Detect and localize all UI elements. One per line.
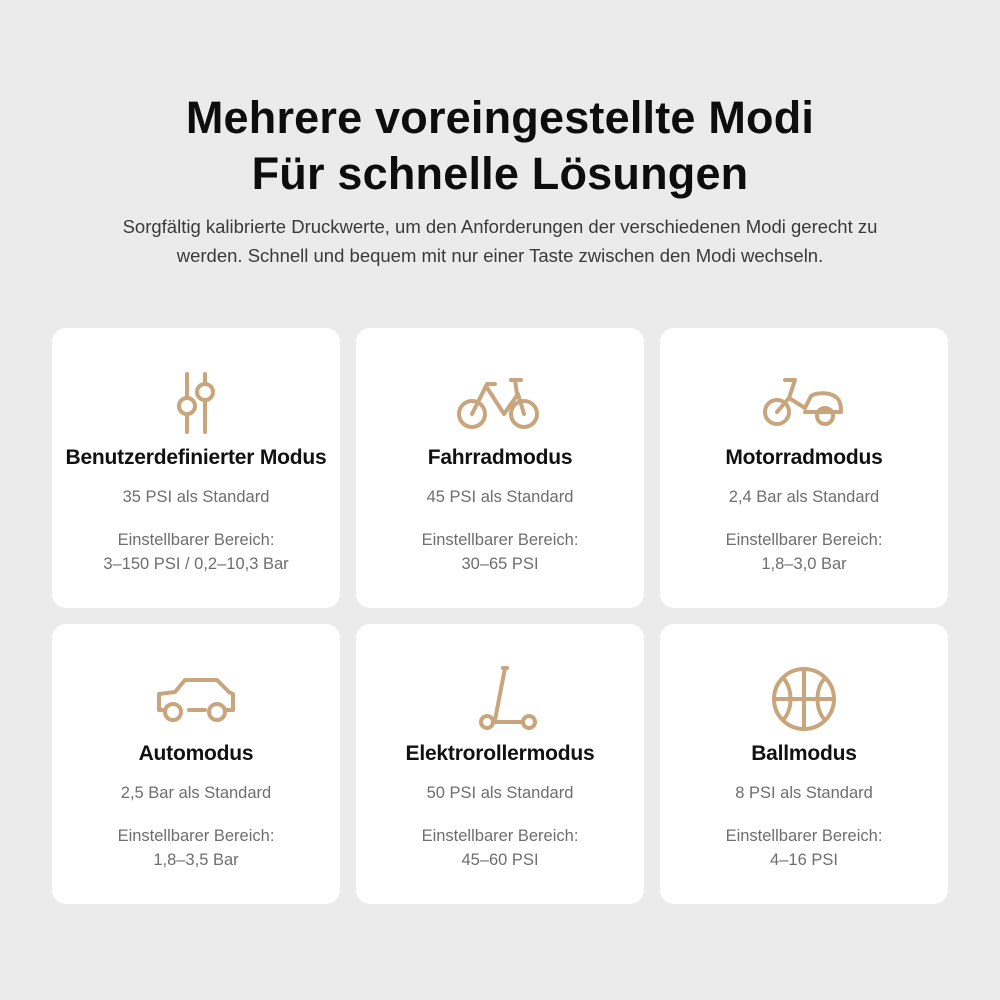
mode-range: 1,8–3,0 Bar <box>761 555 847 573</box>
modes-grid <box>52 328 948 904</box>
mode-range: 1,8–3,5 Bar <box>153 851 239 869</box>
mode-title: Motorradmodus <box>725 446 883 469</box>
scooter-icon <box>356 664 644 734</box>
mode-default: 2,4 Bar als Standard <box>728 488 880 506</box>
mode-card-car <box>52 624 340 904</box>
title-line-2: Für schnelle Lösungen <box>251 148 749 199</box>
mode-range-label: Einstellbarer Bereich: <box>117 531 275 549</box>
mode-range-label: Einstellbarer Bereich: <box>725 827 883 845</box>
mode-title: Automodus <box>138 742 254 765</box>
basketball-icon <box>660 664 948 734</box>
mode-title: Fahrradmodus <box>427 446 573 469</box>
mode-default: 35 PSI als Standard <box>122 488 270 506</box>
mode-title: Benutzerdefinierter Modus <box>65 446 327 469</box>
sliders-icon <box>52 368 340 438</box>
mode-card-ball <box>660 624 948 904</box>
car-icon <box>52 664 340 734</box>
mode-range-label: Einstellbarer Bereich: <box>117 827 275 845</box>
mode-default: 2,5 Bar als Standard <box>120 784 272 802</box>
mode-default: 8 PSI als Standard <box>735 784 873 802</box>
mode-card-motorcycle <box>660 328 948 608</box>
mode-card-bicycle <box>356 328 644 608</box>
mode-card-scooter <box>356 624 644 904</box>
subtitle-line-2: werden. Schnell und bequem mit nur einer Taste zwischen den Modi wechseln. <box>176 245 824 266</box>
mode-title: Ballmodus <box>751 742 857 765</box>
mode-default: 50 PSI als Standard <box>426 784 574 802</box>
mode-range-label: Einstellbarer Bereich: <box>421 531 579 549</box>
page-title <box>0 90 1000 202</box>
page-subtitle <box>60 212 940 270</box>
mode-range: 3–150 PSI / 0,2–10,3 Bar <box>103 555 289 573</box>
mode-range: 4–16 PSI <box>770 851 838 869</box>
subtitle-line-1: Sorgfältig kalibrierte Druckwerte, um den Anforderungen der verschiedenen Modi gerecht zu <box>122 216 878 237</box>
motorcycle-icon <box>660 368 948 438</box>
mode-range: 45–60 PSI <box>461 851 539 869</box>
title-line-1: Mehrere voreingestellte Modi <box>185 92 815 143</box>
mode-range: 30–65 PSI <box>461 555 539 573</box>
mode-title: Elektrorollermodus <box>405 742 595 765</box>
bicycle-icon <box>356 368 644 438</box>
mode-card-custom <box>52 328 340 608</box>
mode-range-label: Einstellbarer Bereich: <box>725 531 883 549</box>
mode-range-label: Einstellbarer Bereich: <box>421 827 579 845</box>
mode-default: 45 PSI als Standard <box>426 488 574 506</box>
